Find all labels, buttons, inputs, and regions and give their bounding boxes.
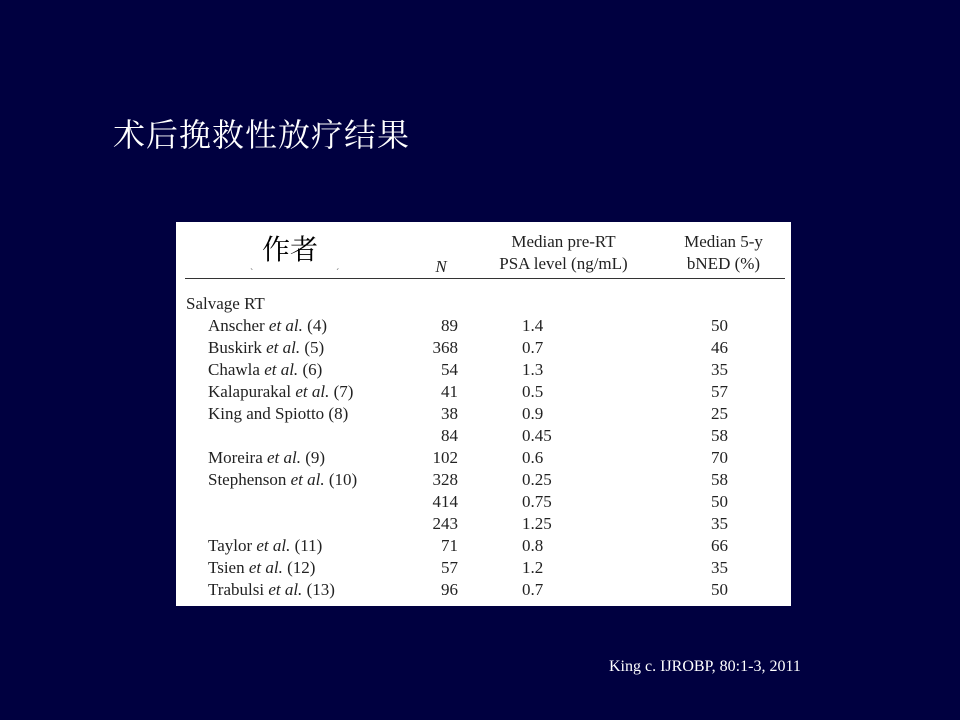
n-cell: 57 — [441, 558, 458, 577]
author-cell: Anscher et al. (4) — [208, 316, 327, 335]
psa-cell: 1.25 — [522, 514, 552, 533]
psa-cell: 0.9 — [522, 404, 544, 423]
bned-cell: 58 — [711, 470, 728, 489]
bned-cell: 57 — [711, 382, 728, 401]
n-cell: 96 — [441, 580, 458, 599]
bned-cell: 35 — [711, 558, 728, 577]
psa-cell: 0.8 — [522, 536, 544, 555]
table-row — [176, 403, 791, 425]
psa-cell: 1.3 — [522, 360, 544, 379]
bned-cell: 35 — [711, 514, 728, 533]
n-cell: 89 — [441, 316, 458, 335]
table-row — [176, 447, 791, 469]
tick-mark: ˊ — [336, 268, 340, 279]
psa-cell: 0.7 — [522, 338, 544, 357]
n-cell: 38 — [441, 404, 458, 423]
author-cell: Tsien et al. (12) — [208, 558, 316, 577]
psa-column-header-line2: PSA level (ng/mL) — [499, 254, 628, 273]
table-row — [176, 425, 791, 447]
author-cell: Stephenson et al. (10) — [208, 470, 358, 489]
author-cell: Kalapurakal et al. (7) — [208, 382, 354, 401]
n-cell: 328 — [432, 470, 458, 489]
section-label: Salvage RT — [186, 294, 265, 313]
n-column-header: N — [435, 257, 447, 276]
bned-cell: 35 — [711, 360, 728, 379]
bned-cell: 50 — [711, 580, 728, 599]
psa-cell: 0.5 — [522, 382, 544, 401]
psa-column-header-line1: Median pre-RT — [511, 232, 616, 251]
table-body — [176, 315, 791, 601]
n-cell: 71 — [441, 536, 458, 555]
bned-cell: 50 — [711, 316, 728, 335]
psa-cell: 0.7 — [522, 580, 544, 599]
n-cell: 414 — [432, 492, 458, 511]
author-cell: Buskirk et al. (5) — [208, 338, 325, 357]
n-cell: 368 — [432, 338, 458, 357]
n-cell: 84 — [441, 426, 458, 445]
n-cell: 54 — [441, 360, 458, 379]
header-rule — [185, 278, 785, 279]
slide-title: 术后挽救性放疗结果 — [113, 116, 411, 154]
author-cell: Taylor et al. (11) — [208, 536, 323, 555]
n-cell: 102 — [432, 448, 458, 467]
bned-cell: 25 — [711, 404, 728, 423]
table-row — [176, 469, 791, 491]
author-cell: Moreira et al. (9) — [208, 448, 326, 467]
bned-cell: 58 — [711, 426, 728, 445]
citation: King c. IJROBP, 80:1-3, 2011 — [609, 658, 801, 675]
table-row — [176, 491, 791, 513]
bned-cell: 50 — [711, 492, 728, 511]
psa-cell: 1.2 — [522, 558, 544, 577]
author-column-header: 作者 — [262, 233, 319, 266]
n-cell: 41 — [441, 382, 458, 401]
psa-cell: 0.75 — [522, 492, 552, 511]
table-row — [176, 557, 791, 579]
psa-cell: 0.45 — [522, 426, 552, 445]
bned-cell: 70 — [711, 448, 728, 467]
bned-cell: 46 — [711, 338, 728, 357]
bned-column-header-line2: bNED (%) — [686, 254, 761, 273]
n-cell: 243 — [432, 514, 458, 533]
author-cell: King and Spiotto (8) — [208, 404, 349, 423]
table-row — [176, 359, 791, 381]
tick-mark: ˋ — [250, 268, 254, 279]
table-row — [176, 315, 791, 337]
table-row — [176, 381, 791, 403]
psa-cell: 1.4 — [522, 316, 544, 335]
psa-cell: 0.25 — [522, 470, 552, 489]
psa-cell: 0.6 — [522, 448, 544, 467]
table-row — [176, 579, 791, 601]
results-table — [176, 222, 791, 606]
bned-cell: 66 — [711, 536, 728, 555]
table-row — [176, 535, 791, 557]
author-cell: Chawla et al. (6) — [208, 360, 323, 379]
table-row — [176, 337, 791, 359]
table-row — [176, 513, 791, 535]
bned-column-header-line1: Median 5-y — [684, 232, 763, 251]
author-cell: Trabulsi et al. (13) — [208, 580, 335, 599]
